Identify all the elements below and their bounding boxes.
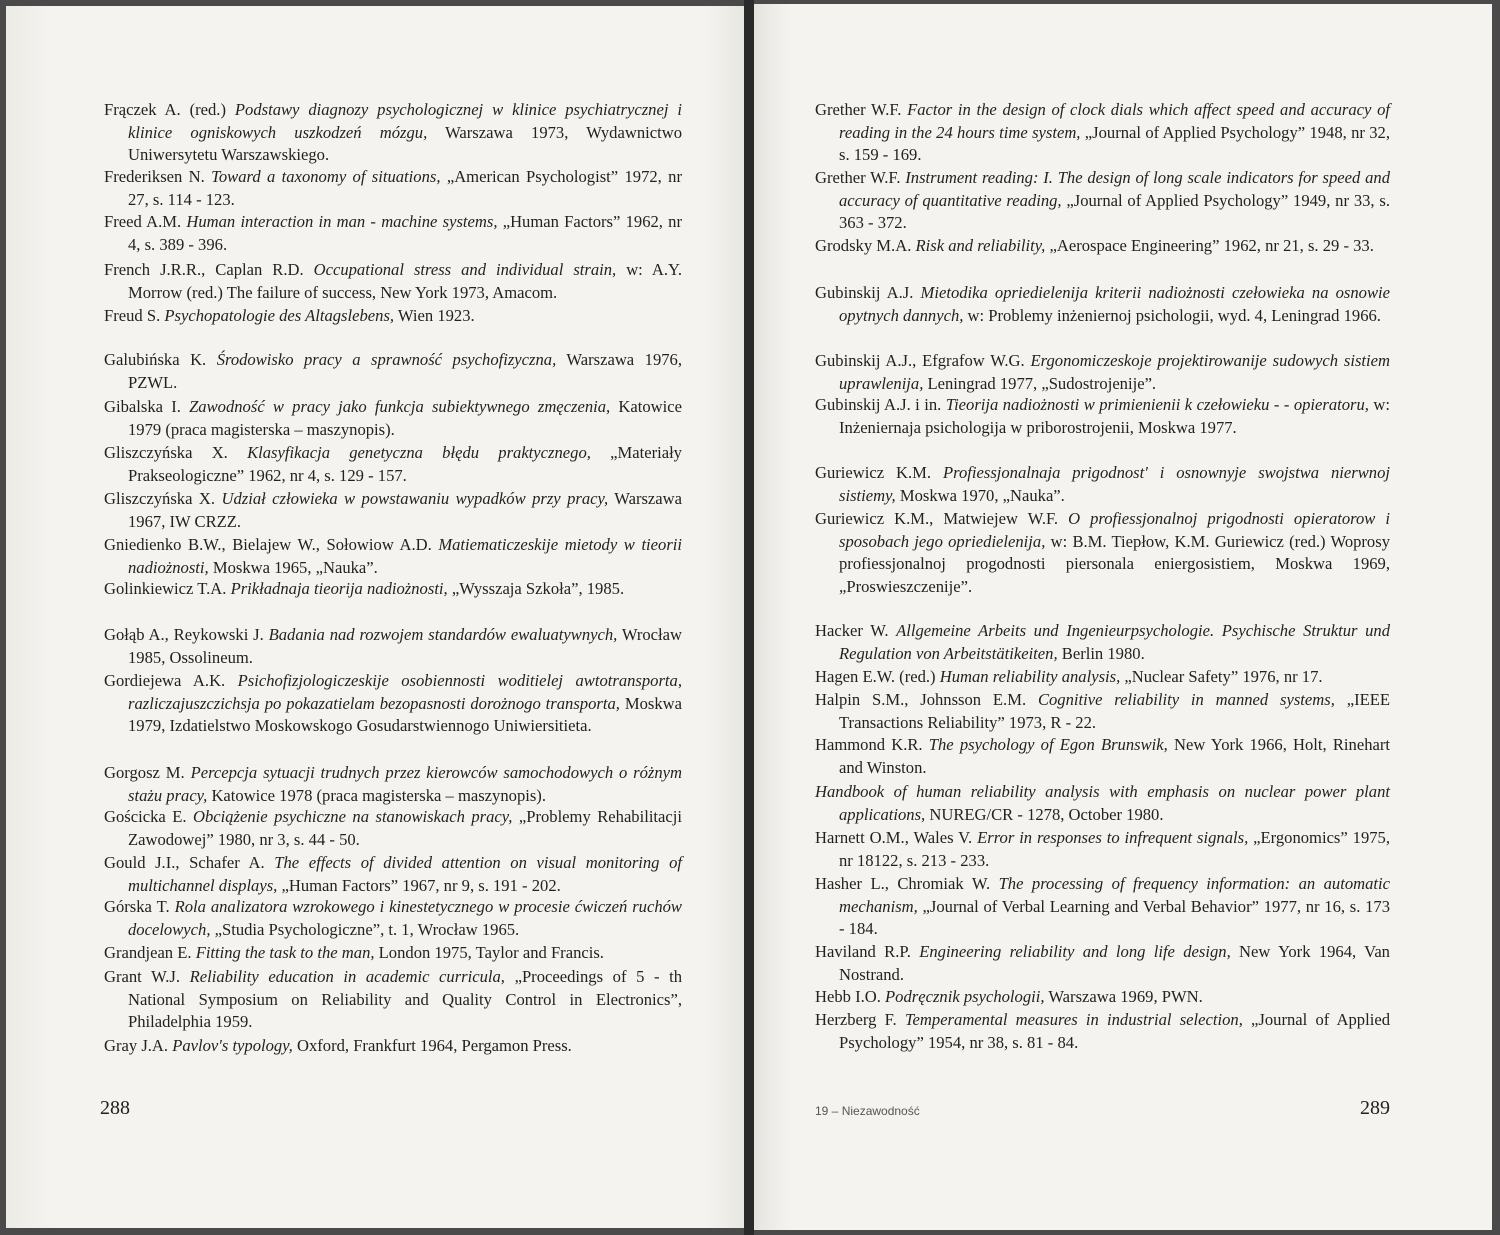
bib-entry: Gorgosz M. Percepcja sytuacji trudnych przez kierowców samochodowych o różnym stażu pracy, Katowice 1978 (praca magisterska – maszynopis). [104,763,682,805]
bib-entry: Gliszczyńska X. Udział człowieka w powstawaniu wypadków przy pracy, Warszawa 1967, IW CRZZ. [104,489,683,531]
bib-entry: Halpin S.M., Johnsson E.M. Cognitive reliability in manned systems, „IEEE Transactions Reliability” 1973, R - 22. [815,690,1390,732]
bib-entry: Gołąb A., Reykowski J. Badania nad rozwojem standardów ewaluatywnych, Wrocław 1985, Ossolineum. [104,625,682,667]
bib-entry: Górska T. Rola analizatora wzrokowego i kinestetycznego w procesie ćwiczeń ruchów docelowych, „Studia Psychologiczne”, t. 1, Wrocław 1965. [104,897,682,939]
bib-entry: Gubinskij A.J. i in. Tieorija nadiożnosti w primienienii k czełowieku - - opieratoru, w: Inżeniernaja psichologija w priborostrojenii, Moskwa 1977. [815,395,1390,437]
bib-entry: Gniedienko B.W., Bielajew W., Sołowiow A.D. Matiematiczeskije mietody w tieorii nadiożnosti, Moskwa 1965, „Nauka”. [104,535,683,577]
bib-entry: French J.R.R., Caplan R.D. Occupational stress and individual strain, w: A.Y. Morrow (red.) The failure of success, New York 1973, Amacom. [104,260,683,302]
bib-entry: Freud S. Psychopatologie des Altagslebens, Wien 1923. [104,306,475,325]
bib-entry: Grant W.J. Reliability education in academic curricula, „Proceedings of 5 - th National Symposium on Reliability and Quality Control in Electronics”, Philadelphia 1959. [104,967,683,1031]
bib-entry: Harnett O.M., Wales V. Error in responses to infrequent signals, „Ergonomics” 1975, nr 18122, s. 213 - 233. [815,828,1390,870]
bib-entry: Gościcka E. Obciążenie psychiczne na stanowiskach pracy, „Problemy Rehabilitacji Zawodowej” 1980, nr 3, s. 44 - 50. [104,807,682,849]
bib-entry: Haviland R.P. Engineering reliability and long life design, New York 1964, Van Nostrand. [815,942,1390,984]
bib-entry: Gould J.I., Schafer A. The effects of divided attention on visual monitoring of multichannel displays, „Human Factors” 1967, nr 9, s. 191 - 202. [104,853,682,895]
bib-entry: Grodsky M.A. Risk and reliability, „Aerospace Engineering” 1962, nr 21, s. 29 - 33. [815,236,1374,255]
bib-entry: Gibalska I. Zawodność w pracy jako funkcja subiektywnego zmęczenia, Katowice 1979 (praca magisterska – maszynopis). [104,397,682,439]
bib-entry: Grandjean E. Fitting the task to the man, London 1975, Taylor and Francis. [104,943,604,962]
bib-entry: Handbook of human reliability analysis with emphasis on nuclear power plant applications, NUREG/CR - 1278, October 1980. [815,782,1390,824]
bib-entry: Gray J.A. Pavlov's typology, Oxford, Frankfurt 1964, Pergamon Press. [104,1036,572,1055]
bib-entry: Galubińska K. Środowisko pracy a sprawność psychofizyczna, Warszawa 1976, PZWL. [104,350,682,392]
bib-entry: Frederiksen N. Toward a taxonomy of situations, „American Psychologist” 1972, nr 27, s. 114 - 123. [104,167,683,209]
bib-entry: Herzberg F. Temperamental measures in industrial selection, „Journal of Applied Psychology” 1954, nr 38, s. 81 - 84. [815,1010,1390,1052]
bib-entry: Frączek A. (red.) Podstawy diagnozy psychologicznej w klinice psychiatrycznej i klinice ogniskowych uszkodzeń mózgu, Warszawa 1973, Wydawnictwo Uniwersytetu Warszawskiego. [104,100,682,164]
bib-entry: Gubinskij A.J., Efgrafow W.G. Ergonomiczeskoje projektirowanije sudowych sistiem uprawlenija, Leningrad 1977, „Sudostrojenije”. [815,351,1390,393]
page-number-left: 288 [100,1097,130,1119]
bib-entry: Hebb I.O. Podręcznik psychologii, Warszawa 1969, PWN. [815,987,1203,1006]
bib-entry: Golinkiewicz T.A. Prikładnaja tieorija nadiożnosti, „Wysszaja Szkoła”, 1985. [104,579,625,598]
bib-entry: Gubinskij A.J. Mietodika opriedielenija kriterii nadiożnosti czełowieka na osnowie opytnych dannych, w: Problemy inżeniernoj psichologii, wyd. 4, Leningrad 1966. [815,283,1390,325]
bib-entry: Hacker W. Allgemeine Arbeits und Ingenieurpsychologie. Psychische Struktur und Regulation von Arbeitstätikeiten, Berlin 1980. [815,621,1390,663]
bib-entry: Hasher L., Chromiak W. The processing of frequency information: an automatic mechanism, „Journal of Verbal Learning and Verbal Behavior” 1977, nr 16, s. 173 - 184. [815,874,1390,938]
bib-entry: Gliszczyńska X. Klasyfikacja genetyczna błędu praktycznego, „Materiały Prakseologiczne” 1962, nr 4, s. 129 - 157. [104,443,682,485]
bib-entry: Guriewicz K.M., Matwiejew W.F. O profiessjonalnoj prigodnosti opieratorow i sposobach jego opriedielenija, w: B.M. Tiepłow, K.M. Guriewicz (red.) Woprosy profiessjonalnoj progodnosti piersonala eniergosistiem, Moskwa 1969, „Proswieszczenije”. [815,509,1390,596]
bib-entry: Hammond K.R. The psychology of Egon Brunswik, New York 1966, Holt, Rinehart and Winston. [815,735,1390,777]
book-gutter [744,0,754,1235]
bib-entry: Grether W.F. Factor in the design of clock dials which affect speed and accuracy of reading in the 24 hours time system, „Journal of Applied Psychology” 1948, nr 32, s. 159 - 169. [815,100,1390,164]
bib-entry: Gordiejewa A.K. Psichofizjologiczeskije osobiennosti woditielej awtotransporta, razliczajuszczichsja po pokazatielam bezopasnosti dorożnogo transporta, Moskwa 1979, Izdatielstwo Moskowskogo Gosudarstwiennogo Uniwiersitieta. [104,671,682,735]
bib-entry: Freed A.M. Human interaction in man - machine systems, „Human Factors” 1962, nr 4, s. 389 - 396. [104,212,682,254]
signature-mark: 19 – Niezawodność [815,1104,920,1118]
page-number-right: 289 [1360,1097,1390,1119]
bib-entry: Guriewicz K.M. Profiessjonalnaja prigodnost' i osnownyje swojstwa nierwnoj sistiemy, Moskwa 1970, „Nauka”. [815,463,1390,505]
bib-entry: Grether W.F. Instrument reading: I. The design of long scale indicators for speed and accuracy of quantitative reading, „Journal of Applied Psychology” 1949, nr 33, s. 363 - 372. [815,168,1390,232]
bib-entry: Hagen E.W. (red.) Human reliability analysis, „Nuclear Safety” 1976, nr 17. [815,667,1323,686]
